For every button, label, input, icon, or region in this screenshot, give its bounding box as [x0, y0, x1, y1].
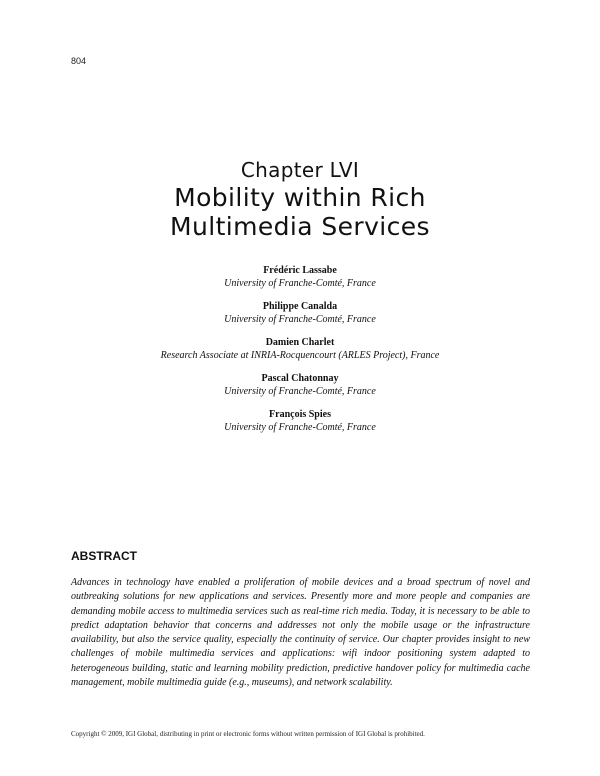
page-number: 804	[71, 56, 87, 66]
author-block	[0, 336, 600, 362]
abstract-heading: ABSTRACT	[71, 549, 137, 563]
chapter-title-line-2: Multimedia Services	[170, 212, 430, 241]
author-block	[0, 300, 600, 326]
author-name: Pascal Chatonnay	[261, 373, 339, 384]
author-affiliation: University of Franche-Comté, France	[224, 278, 376, 289]
author-affiliation: University of Franche-Comté, France	[224, 386, 376, 397]
author-affiliation: University of Franche-Comté, France	[224, 422, 376, 433]
author-affiliation: University of Franche-Comté, France	[224, 314, 376, 325]
author-name: Damien Charlet	[265, 337, 335, 348]
author-block	[0, 408, 600, 434]
author-affiliation: Research Associate at INRIA-Rocquencourt (ARLES Project), France	[160, 350, 440, 361]
copyright-notice: Copyright © 2009, IGI Global, distributing in print or electronic forms without written permission of IGI Global is prohibited.	[71, 730, 425, 738]
author-block	[0, 372, 600, 398]
abstract-body: Advances in technology have enabled a proliferation of mobile devices and a broad spectrum of novel and outbreaking solutions for new applications and services. Presently more and more people and companies are demanding mobile access to multimedia services such as real-time rich media. Today, it is necessary to be able to predict adaptation behavior that concerns and addresses not only the mobile usage or the infrastructure availability, but also the service quality, especially the continuity of service. Our chapter provides insight to new challenges of mobile multimedia services and applications: wifi indoor positioning system adapted to heterogeneous building, static and learning mobility prediction, predictive handover policy for multimedia cache management, mobile multimedia guide (e.g., museums), and network scalability.	[71, 577, 530, 689]
chapter-label: Chapter LVI	[240, 158, 360, 182]
chapter-title-line-1: Mobility within Rich	[174, 183, 426, 212]
author-list	[0, 264, 600, 444]
author-name: François Spies	[269, 409, 331, 420]
chapter-title	[0, 183, 600, 241]
author-name: Frédéric Lassabe	[263, 265, 337, 276]
author-name: Philippe Canalda	[262, 301, 338, 312]
author-block	[0, 264, 600, 290]
